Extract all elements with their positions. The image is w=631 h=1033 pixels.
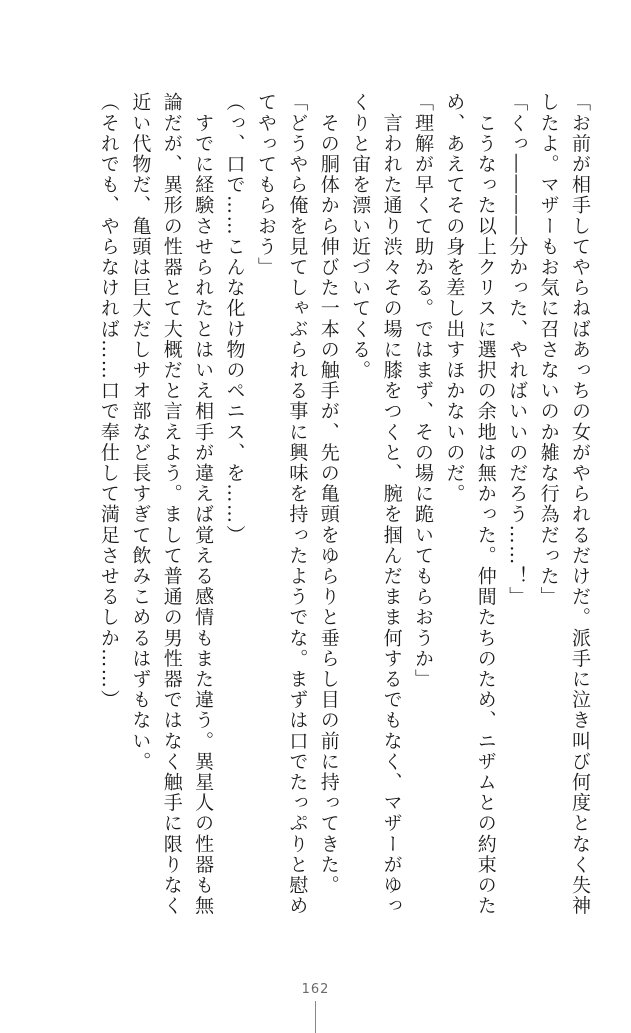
text-line: 近い代物だ、亀頭は巨大だしサオ部など長すぎて飲みこめるはずもない。 [129, 92, 152, 772]
text-line: 「どうやら俺を見てしゃぶられる事に興味を持ったようでな。まずは口でたっぷりと慰め [286, 92, 309, 916]
text-line: 「理解が早くて助かる。ではまず、その場に跪いてもらおうか」 [411, 92, 434, 690]
text-line: したよ。マザーもお気に召さないのか雑な行為だった」 [537, 92, 560, 607]
text-line: くりと宙を漂い近づいてくる。 [349, 92, 372, 381]
page-number: 162 [301, 982, 330, 997]
text-line: 論だが、異形の性器とて大概だと言えよう。まして普通の男性器ではなく触手に限りなく [160, 92, 183, 916]
text-line: （それでも、やらなければ……口で奉仕して満足させるしか……） [97, 92, 120, 710]
text-line: 言われた通り渋々その場に膝をつくと、腕を掴んだまま何するでもなく、マザーがゆっ [380, 92, 403, 916]
text-line: こうなった以上クリスに選択の余地は無かった。仲間たちのため、ニザムとの約束のた [474, 92, 497, 916]
text-line: （っ、口で……こんな化け物のペニス、を……） [223, 92, 246, 546]
text-line: め、あえてその身を差し出すほかないのだ。 [443, 92, 466, 504]
text-line: すでに経験させられたとはいえ相手が違えば覚える感情もまた違う。異星人の性器も無 [192, 92, 215, 916]
text-line: その胴体から伸びた一本の触手が、先の亀頭をゆらりと垂らし目の前に持ってきた。 [317, 92, 340, 896]
text-line: 「お前が相手してやらねばあっちの女がやられるだけだ。派手に泣き叫び何度となく失神 [569, 92, 591, 916]
text-line: てやってもらおう」 [254, 92, 277, 278]
text-line: 「くっ――――分かった、やればいいのだろう……！」 [506, 92, 529, 607]
vertical-body-text [15, 92, 595, 952]
page-divider-line [315, 1001, 316, 1033]
